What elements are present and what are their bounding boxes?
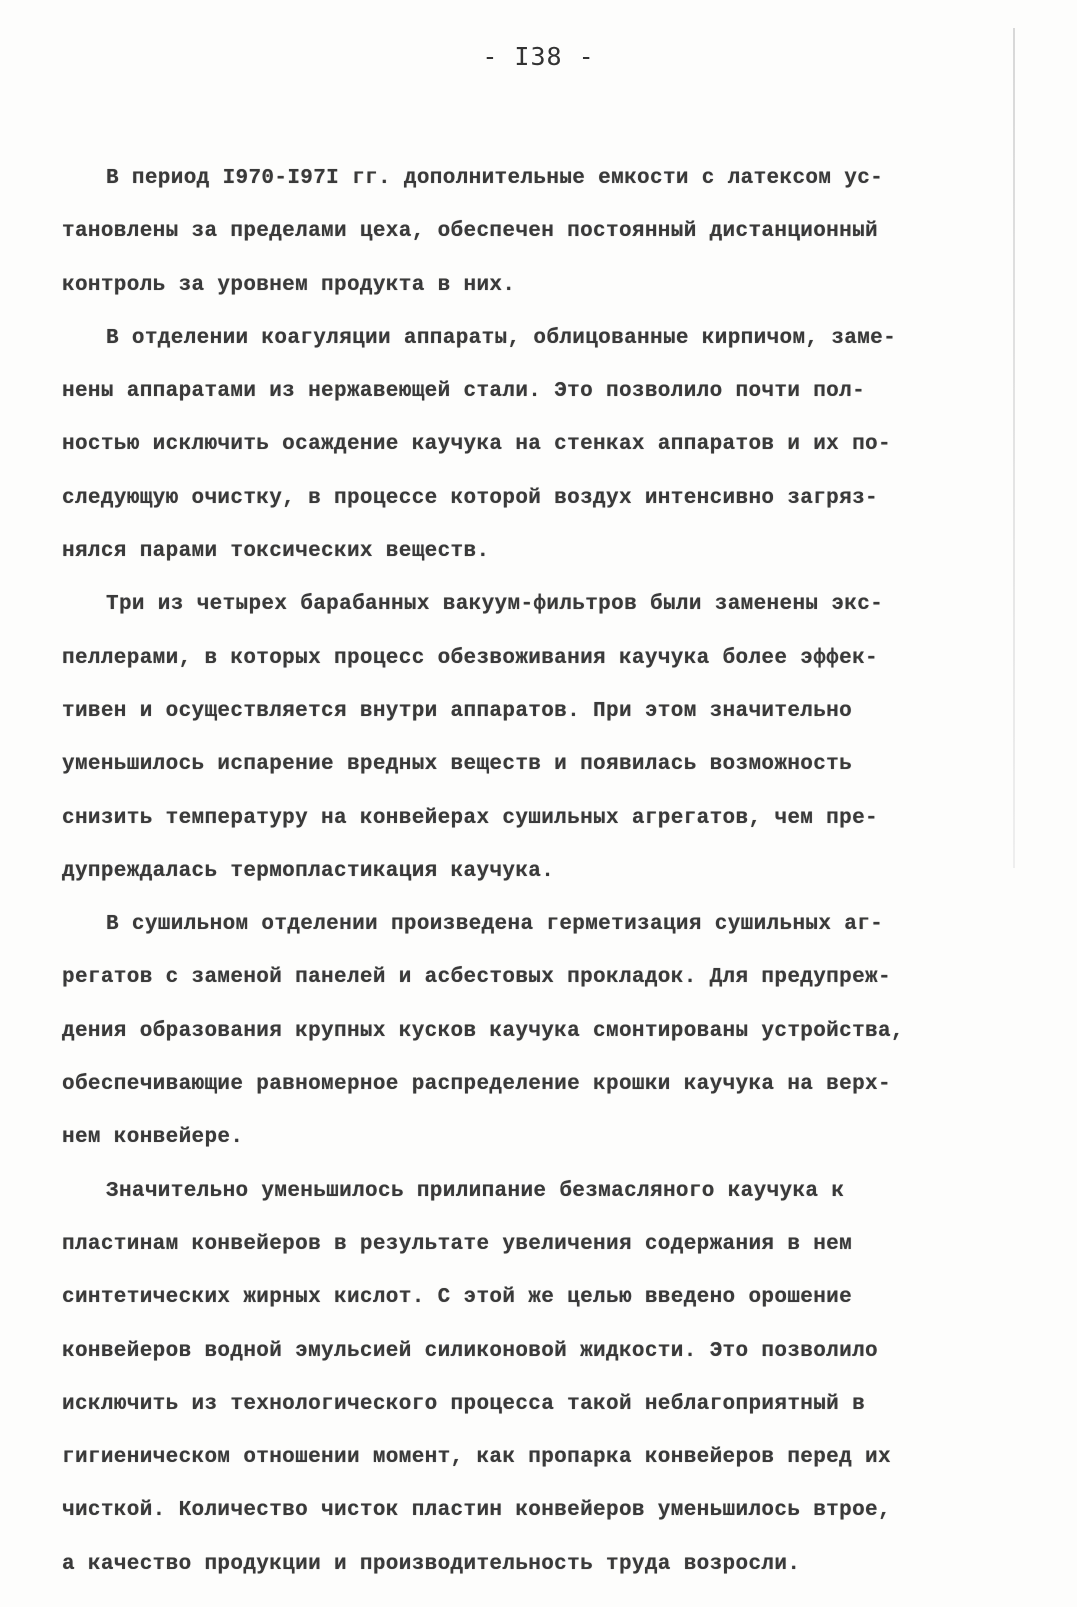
paragraph <box>62 1165 1022 1591</box>
text-line: пластинам конвейеров в результате увеличения содержания в нем <box>62 1232 853 1256</box>
text-line: уменьшилось испарение вредных веществ и появилась возможность <box>62 753 853 777</box>
paragraph <box>62 898 1022 1164</box>
text-line: контроль за уровнем продукта в них. <box>62 273 516 297</box>
text-line: а качество продукции и производительность труда возросли. <box>62 1552 801 1576</box>
text-line: Три из четырех барабанных вакуум-фильтров были заменены экс- <box>106 593 884 617</box>
text-line: регатов с заменой панелей и асбестовых прокладок. Для предупреж- <box>62 966 891 990</box>
text-line: дупреждалась термопластикация каучука. <box>62 859 555 883</box>
text-line: чисткой. Количество чисток пластин конвейеров уменьшилось втрое, <box>62 1499 891 1523</box>
paragraph <box>62 152 1022 312</box>
paragraph <box>62 312 1022 578</box>
text-line: нялся парами токсических веществ. <box>62 540 490 564</box>
text-line: следующую очистку, в процессе которой воздух интенсивно загряз- <box>62 486 878 510</box>
text-line: Значительно уменьшилось прилипание безмасляного каучука к <box>106 1179 845 1203</box>
text-line: гигиеническом отношении момент, как пропарка конвейеров перед их <box>62 1446 891 1470</box>
text-line: конвейеров водной эмульсией силиконовой жидкости. Это позволило <box>62 1339 878 1363</box>
text-line: нены аппаратами из нержавеющей стали. Это позволило почти пол- <box>62 380 866 404</box>
body-text <box>62 152 1022 1591</box>
text-line: В сушильном отделении произведена герметизация сушильных аг- <box>106 913 884 937</box>
text-line: ностью исключить осаждение каучука на стенках аппаратов и их по- <box>62 433 891 457</box>
page-number: - I38 - <box>482 42 595 71</box>
text-line: синтетических жирных кислот. С этой же целью введено орошение <box>62 1286 853 1310</box>
text-line: нем конвейере. <box>62 1126 244 1150</box>
text-line: дения образования крупных кусков каучука смонтированы устройства, <box>62 1019 904 1043</box>
text-line: исключить из технологического процесса такой неблагоприятный в <box>62 1392 866 1416</box>
text-line: пеллерами, в которых процесс обезвоживания каучука более эффек- <box>62 646 878 670</box>
text-line: тановлены за пределами цеха, обеспечен постоянный дистанционный <box>62 220 878 244</box>
text-line: В период I970-I97I гг. дополнительные емкости с латексом ус- <box>106 167 884 190</box>
text-line: снизить температуру на конвейерах сушильных агрегатов, чем пре- <box>62 806 878 830</box>
text-line: тивен и осуществляется внутри аппаратов. При этом значительно <box>62 699 853 723</box>
text-line: обеспечивающие равномерное распределение крошки каучука на верх- <box>62 1073 891 1097</box>
text-line: В отделении коагуляции аппараты, облицованные кирпичом, заме- <box>106 326 897 350</box>
paragraph <box>62 578 1022 898</box>
